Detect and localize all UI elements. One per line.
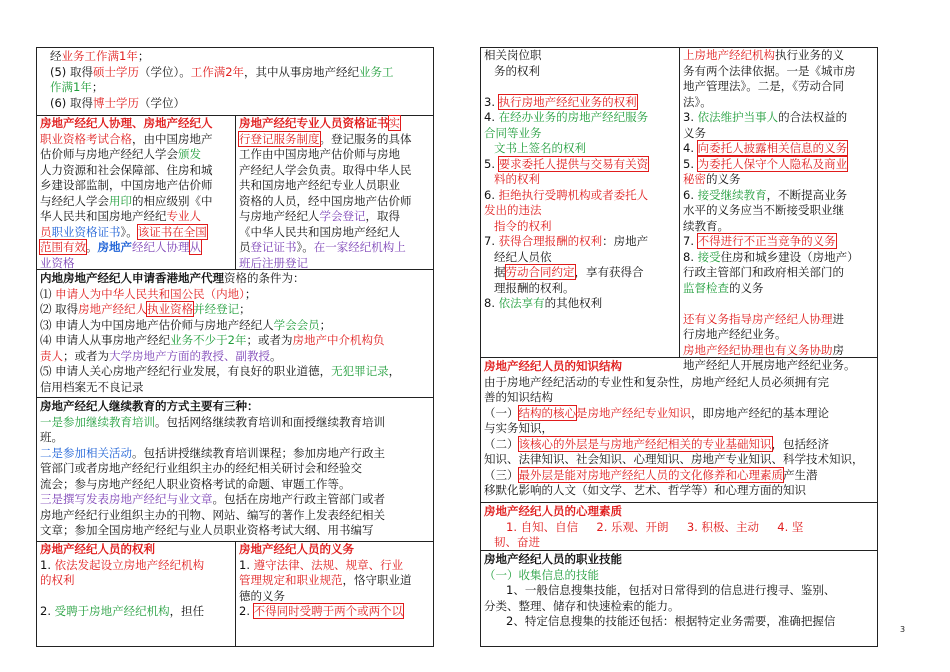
text-line: 韧、奋进: [494, 535, 540, 549]
text-line: 与房地产经纪人学会登记，取得: [239, 209, 400, 223]
text-line: 三是撰写发表房地产经纪与业文章。包括在房地产行政主管部门或者: [40, 492, 385, 506]
text-line: 内地房地产经纪人申请香港地产代理资格的条件为：: [40, 271, 305, 285]
text-line: 由于房地产经纪活动的专业性和复杂性，房地产经纪人员必须拥有完: [484, 374, 829, 389]
quality-item: 2. 乐观、开朗: [596, 519, 669, 534]
text-line: ⑸ 申请人关心房地产经纪行业发展，有良好的职业道德，无犯罪记录，: [40, 364, 401, 378]
text-line: 4. 在经办业务的房地产经纪服务: [484, 110, 649, 124]
text-line: 行房地产经纪业务。: [683, 327, 787, 341]
text-line: 流会；参与房地产经纪人职业资格考试的命题、审题工作等。: [40, 476, 351, 491]
text-line: 4. 向委托人披露相关信息的义务: [683, 141, 848, 155]
qualification-certificate-right: [235, 116, 433, 269]
text-line: 华人民共和国房地产经纪专业人: [40, 209, 201, 223]
quality-item: 3. 积极、主动: [686, 519, 759, 534]
text-line: 2. 受聘于房地产经纪机构，担任: [40, 604, 205, 618]
text-line: （二）该核心的外层是与房地产经纪相关的专业基础知识，包括经济: [484, 436, 829, 451]
text-line: 行政主管部门和政府相关部门的: [683, 265, 844, 279]
text-line: 续教育。: [683, 218, 729, 233]
section-heading: 房地产经纪人员的义务: [239, 542, 354, 556]
text-line: 料的权利: [494, 172, 540, 186]
quality-item: 1. 自知、自信: [506, 519, 579, 534]
text-line: 《中华人民共和国房地产经纪人: [239, 224, 400, 239]
continuing-education-methods: [37, 398, 433, 542]
text-line: 二是参加相关活动。包括讲授继续教育培训课程；参加房地产行政主: [40, 445, 385, 460]
knowledge-structure: [481, 358, 877, 503]
text-line: 5. 为委托人保守个人隐私及商业: [683, 156, 848, 171]
text-line: 知识、法律知识、社会知识、心理知识、房地产专业知识、科学技术知识，: [484, 452, 864, 466]
text-line: 务有两个法律依据。一是《城市房: [683, 63, 856, 78]
text-line: 指令的权利: [494, 218, 552, 233]
qualification-certificate-left: [37, 116, 235, 269]
text-line: 2. 不得同时受聘于两个或两个以: [239, 604, 404, 618]
text-line: 房地产经纪行业组织主办的刊物、网站、编写的著作上发表经纪相关: [40, 507, 385, 522]
text-line: 务的权利: [494, 63, 540, 78]
text-line: 监督检查的义务: [683, 280, 764, 295]
text-line: 法》。: [683, 94, 712, 109]
text-line: 6. 拒绝执行受聘机构或者委托人: [484, 187, 649, 202]
text-line: 相关岗位职: [484, 48, 542, 62]
text-line: 行登记服务制度。登记服务的具体: [239, 131, 412, 146]
text-line: 房地产经纪人继续教育的方式主要有三种：: [40, 399, 259, 413]
section-heading: 房地产经纪人员的权利: [40, 542, 155, 556]
text-line: 8. 依法享有的其他权利: [484, 296, 603, 310]
text-line: 与经纪人学会用印的相应级别《中: [40, 193, 213, 208]
text-line: [484, 79, 676, 95]
section-heading: 房地产经纪人员的知识结构: [484, 359, 622, 373]
page-number: 3: [900, 625, 906, 634]
text-line: 分类、整理、储存和快速检索的能力。: [484, 598, 680, 613]
text-line: 文书上签名的权利: [494, 141, 586, 155]
text-line: 文章；参加全国房地产经纪与业人员职业资格考试大纲、用书编写: [40, 523, 374, 537]
text-line: 员职业资格证书》。该证书在全国: [40, 224, 207, 239]
text-line: 产经纪人学会负责。取得中华人民: [239, 162, 412, 177]
text-line: 还有义务指导房产经纪人协理进: [683, 311, 844, 326]
text-line: （三）最外层是能对房地产经纪人员的文化修养和心理素质产生潜: [484, 467, 818, 482]
text-line: 共和国房地产经纪专业人员职业: [239, 178, 400, 192]
text-line: 德的义务: [239, 588, 285, 603]
text-line: 地产经纪人开展房地产经纪业务。: [683, 358, 856, 372]
text-line: 业资格: [40, 255, 75, 270]
obligations-column-continued: [679, 48, 877, 372]
hong-kong-agent-conditions: [37, 270, 433, 398]
text-line: 据劳动合同约定，享有获得合: [494, 265, 644, 279]
text-line: 职业资格考试合格，由中国房地产: [40, 131, 213, 146]
text-line: 一是参加继续教育培训。包括网络继续教育培训和面授继续教育培训: [40, 414, 385, 429]
text-line: 责人；或者为大学房地产方面的教授、副教授。: [40, 348, 282, 363]
text-line: 房地产经纪协理也有义务协助房: [683, 342, 844, 357]
text-line: (6) 取得博士学历（学位）: [50, 95, 185, 110]
psychological-qualities: [481, 503, 877, 551]
text-line: 范围有效。房地产经纪人协理从: [40, 240, 201, 254]
text-line: 1. 遵守法律、法规、规章、行业: [239, 557, 404, 572]
text-line: 7. 获得合理报酬的权利：房地产: [484, 234, 649, 248]
text-line: 水平的义务应当不断接受职业继: [683, 203, 844, 217]
text-line: 乡建设部监制，中国房地产估价师: [40, 178, 213, 192]
text-line: 善的知识结构: [484, 390, 553, 404]
text-line: 管理规定和职业规范，恪守职业道: [239, 573, 412, 587]
text-line: 信用档案无不良记录: [40, 379, 144, 394]
text-line: 工作由中国房地产估价师与房地: [239, 147, 400, 161]
text-line: 员登记证书》。在一家经纪机构上: [239, 240, 406, 254]
quality-item: 4. 坚: [777, 519, 804, 534]
text-line: 房地产经纪人协理、房地产经纪人: [40, 116, 213, 130]
text-line: 地产管理法》。二是，《劳动合同: [683, 79, 844, 93]
text-line: 1. 依法发起设立房地产经纪机构: [40, 557, 205, 572]
left-column: [36, 47, 434, 647]
section-heading: 房地产经纪人员的职业技能: [484, 552, 622, 566]
text-line: 资格的人员，经中国房地产估价师: [239, 193, 412, 208]
right-column: [480, 47, 878, 647]
quality-list: [484, 520, 874, 536]
text-line: 6. 接受继续教育，不断提高业务: [683, 187, 848, 202]
text-line: 8. 接受住房和城乡建设（房地产）: [683, 249, 859, 264]
text-line: ⑷ 申请人从事房地产经纪业务不少于2年；或者为房地产中介机构负: [40, 333, 385, 347]
text-line: 理报酬的权利。: [494, 280, 575, 295]
text-line: 的权利: [40, 573, 75, 587]
text-line: 班。: [40, 430, 63, 444]
text-line: 作满1年；: [50, 80, 104, 94]
text-line: 2、特定信息搜集的技能还包括：根据特定业务需要，准确把握信: [506, 614, 836, 628]
text-line: 义务: [683, 125, 706, 140]
text-line: 秘密的义务: [683, 172, 741, 186]
rights-and-obligations: [37, 542, 433, 646]
rights-column-continued: [481, 48, 679, 357]
rights-column: [37, 542, 235, 646]
text-line: 移默化影响的人文（如文学、艺术、哲学等）和心理方面的知识: [484, 483, 806, 497]
text-line: （一）结构的核心是房地产经纪专业知识，即房地产经纪的基本理论: [484, 405, 829, 420]
text-line: (5) 取得硕士学历（学位）。工作满2年，其中从事房地产经纪业务工: [50, 64, 394, 79]
text-line: 发出的违法: [484, 203, 542, 217]
text-line: 房地产经纪专业人员资格证书实: [239, 116, 400, 130]
text-line: 班后注册登记: [239, 255, 308, 270]
text-line: 估价师与房地产经纪人学会颁发: [40, 147, 201, 161]
subsection-heading: （一）收集信息的技能: [484, 567, 599, 582]
text-line: 1、一般信息搜集技能，包括对日常得到的信息进行搜寻、鉴别、: [506, 583, 836, 597]
text-line: 与实务知识，: [484, 421, 553, 435]
text-line: 经纪人员依: [494, 249, 552, 264]
text-line: ⑵ 取得房地产经纪人执业资格并经登记；: [40, 302, 251, 316]
section-heading: 房地产经纪人员的心理素质: [484, 504, 622, 518]
text-line: 3. 依法维护当事人的合法权益的: [683, 110, 848, 124]
text-line: 经业务工作满1年；: [50, 49, 150, 63]
professional-skills: [481, 551, 877, 646]
text-line: ⑶ 申请人为中国房地产估价师与房地产经纪人学会会员；: [40, 317, 332, 332]
text-line: 人力资源和社会保障部、住房和城: [40, 162, 213, 177]
text-line: [683, 296, 874, 312]
text-line: 管部门或者房地产经纪行业组织主办的经纪相关研讨会和经验交: [40, 461, 362, 475]
obligations-column: [235, 542, 433, 646]
text-line: ⑴ 申请人为中华人民共和国公民（内地）；: [40, 286, 257, 301]
qualification-certificate-section: [37, 116, 433, 270]
text-line: 合同等业务: [484, 125, 542, 140]
text-line: [40, 589, 232, 605]
text-line: 3. 执行房地产经纪业务的权利: [484, 94, 637, 109]
text-line: 上房地产经纪机构执行业务的义: [683, 48, 844, 62]
text-line: 5. 要求委托人提供与交易有关资: [484, 156, 649, 171]
text-line: 7. 不得进行不正当竞争的义务: [683, 234, 836, 248]
education-requirements: [37, 48, 433, 116]
